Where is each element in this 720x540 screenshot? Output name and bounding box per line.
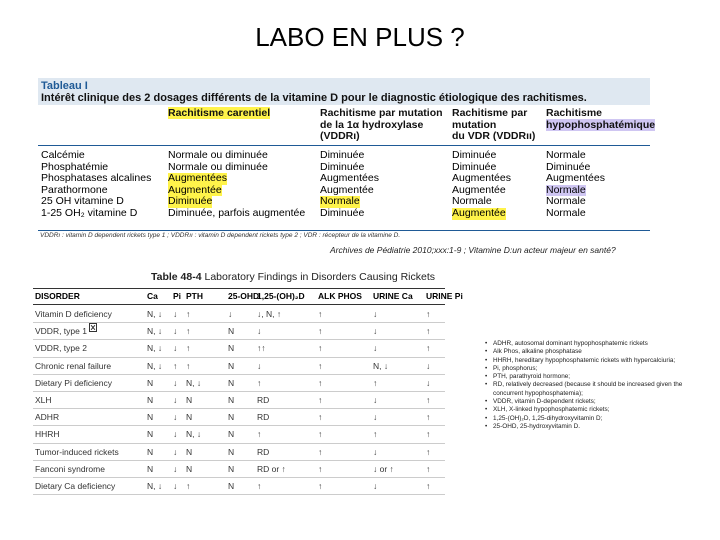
table-cell: Diminuée xyxy=(320,149,365,161)
table-cell: RD xyxy=(257,446,270,457)
table-row xyxy=(33,392,445,409)
col-header: DISORDER xyxy=(35,291,80,301)
table-cell: N, ↓ xyxy=(147,360,163,371)
table-cell: Diminuée xyxy=(320,160,365,173)
tableau-1-label: Tableau I xyxy=(41,80,88,92)
table-cell: VDDR, type 2 xyxy=(35,343,87,354)
table-cell: N xyxy=(147,463,154,474)
col-header-line: du VDR (VDDRıı) xyxy=(452,130,536,142)
table-cell: ↓ xyxy=(373,326,378,337)
tableau-1-caption: Intérêt clinique des 2 dosages différents de la vitamine D pour le diagnostic étiologique des rachitismes. xyxy=(41,92,587,104)
table-cell: ↑ xyxy=(318,463,323,474)
abbreviation-item: • Pi, phosphorus; xyxy=(485,365,685,373)
table-cell: ↑ xyxy=(373,429,378,440)
table-cell: N xyxy=(228,377,235,388)
table-cell: ↓ xyxy=(373,480,378,491)
tableau-1-column-headers xyxy=(38,107,656,146)
table-48-4-title xyxy=(151,271,435,283)
table-cell: ↓ xyxy=(257,326,262,337)
table-48-4 xyxy=(33,271,463,491)
table-48-4-caption: Laboratory Findings in Disorders Causing Rickets xyxy=(204,271,436,283)
table-cell: Normale xyxy=(320,195,360,208)
table-cell: ↑ xyxy=(318,446,323,457)
table-cell: ↑ xyxy=(318,343,323,354)
table-cell: ↑ xyxy=(186,360,191,371)
table-cell: Augmentée xyxy=(168,183,222,196)
col-header: URINE Pi xyxy=(426,291,463,301)
table-cell: Augmentée xyxy=(320,183,374,196)
table-cell: Chronic renal failure xyxy=(35,360,112,371)
table-cell: N, ↓ xyxy=(147,309,163,319)
table-row xyxy=(33,426,445,443)
table-cell: RD or ↑ xyxy=(257,463,286,474)
abbreviation-item: • ADHR, autosomal dominant hypophosphatemic rickets xyxy=(485,340,685,348)
abbreviation-item: • PTH, parathyroid hormone; xyxy=(485,373,685,381)
col-header: 1,25-(OH)₂D xyxy=(257,291,305,301)
table-cell: Fanconi syndrome xyxy=(35,463,105,474)
table-row xyxy=(33,375,445,392)
table-cell: Dietary Pi deficiency xyxy=(35,377,113,388)
col-header: URINE Ca xyxy=(373,291,413,301)
table-cell: ↑ xyxy=(186,480,191,491)
table-cell: Normale xyxy=(452,195,492,208)
table-cell: Normale xyxy=(546,195,586,208)
table-cell: ↓ xyxy=(173,377,178,388)
table-cell: ↓ xyxy=(228,309,233,319)
table-cell: N xyxy=(228,412,235,423)
table-cell: ↓, N, ↑ xyxy=(257,309,282,319)
col-header-line: Rachitisme par mutation xyxy=(320,107,443,119)
abbreviation-item: • RD, relatively decreased (because it should be increased given the concurrent hypophosphatemia); xyxy=(485,381,685,398)
table-cell: 1-25 OH₂ vitamine D xyxy=(41,206,138,219)
table-cell: ↓ xyxy=(373,412,378,423)
table-row xyxy=(38,150,650,162)
table-cell: ↓ xyxy=(173,463,178,474)
col-header: ALK PHOS xyxy=(318,291,362,301)
table-cell: ↑ xyxy=(426,343,431,354)
table-row xyxy=(33,478,445,495)
col-header: Ca xyxy=(147,291,158,301)
table-cell: VDDR, type 1 xyxy=(35,323,87,339)
table-cell: ↓ or ↑ xyxy=(373,463,394,474)
table-cell: N xyxy=(147,412,154,423)
table-cell: ↑ xyxy=(257,377,262,388)
table-cell: ↑ xyxy=(173,360,178,371)
col-header-line: (VDDRı) xyxy=(320,130,360,142)
table-cell: N, ↓ xyxy=(147,326,163,337)
table-cell: N xyxy=(228,343,235,354)
abbreviation-item: • VDDR, vitamin D-dependent rickets; xyxy=(485,398,685,406)
source-caption: Archives de Pédiatrie 2010;xxx:1-9 ; Vitamine D:un acteur majeur en santé? xyxy=(330,245,616,255)
table-cell: 25 OH vitamine D xyxy=(41,195,124,208)
table-cell: Phosphatases alcalines xyxy=(41,172,152,185)
table-cell: N xyxy=(228,480,235,491)
table-cell: ↑ xyxy=(318,412,323,423)
table-cell: HHRH xyxy=(35,429,60,440)
col-header-vdr xyxy=(452,108,535,143)
table-cell: Augmentées xyxy=(452,172,511,185)
table-cell: Vitamin D deficiency xyxy=(35,309,112,319)
table-cell: ↓ xyxy=(373,309,378,319)
abbreviation-item: • 25-OHD, 25-hydroxyvitamin D. xyxy=(485,423,685,431)
table-cell: ADHR xyxy=(35,412,60,423)
table-cell: XLH xyxy=(35,394,52,405)
table-cell: ↑ xyxy=(426,446,431,457)
table-48-4-header xyxy=(33,288,463,305)
table-cell: Normale xyxy=(546,206,586,219)
table-row xyxy=(33,340,445,357)
table-cell: N, ↓ xyxy=(186,429,202,440)
table-cell: N xyxy=(147,429,154,440)
table-cell: Augmentées xyxy=(546,172,605,185)
table-cell: Normale xyxy=(546,183,586,196)
table-cell: Normale xyxy=(546,149,586,161)
table-cell: N xyxy=(228,326,235,337)
table-cell: Dietary Ca deficiency xyxy=(35,480,116,491)
table-cell: ↓ xyxy=(173,343,178,354)
table-row xyxy=(33,444,445,461)
table-cell: ↓ xyxy=(173,412,178,423)
tableau-1 xyxy=(38,78,656,246)
tableau-1-body xyxy=(38,150,650,220)
table-cell: N xyxy=(228,429,235,440)
table-cell: ↑ xyxy=(186,309,191,319)
table-cell: N xyxy=(186,394,193,405)
table-cell: ↑ xyxy=(373,377,378,388)
table-cell: ↑ xyxy=(318,480,323,491)
table-row xyxy=(33,358,445,375)
table-cell: N xyxy=(147,446,154,457)
table-cell: ↑ xyxy=(426,394,431,405)
abbreviation-item: • Alk Phos, alkaline phosphatase xyxy=(485,348,685,356)
col-header: Pi xyxy=(173,291,182,301)
table-48-4-number: Table 48-4 xyxy=(151,271,202,283)
tableau-1-header xyxy=(38,78,650,105)
table-cell: Normale ou diminuée xyxy=(168,149,268,161)
table-cell: ↑ xyxy=(318,429,323,440)
table-cell: Parathormone xyxy=(41,183,108,196)
col-header-hypophosphatemique xyxy=(546,108,655,131)
slide-title: LABO EN PLUS ? xyxy=(255,22,465,52)
table-cell: Diminuée, parfois augmentée xyxy=(168,206,306,219)
table-cell: ↓ xyxy=(173,309,178,319)
table-cell: Tumor-induced rickets xyxy=(35,446,119,457)
table-cell: ↑ xyxy=(318,394,323,405)
table-cell: ↓ xyxy=(373,343,378,354)
table-cell: ↑ xyxy=(318,377,323,388)
missing-glyph-icon xyxy=(89,323,97,332)
table-cell: N, ↓ xyxy=(147,480,163,491)
table-cell: ↑ xyxy=(426,326,431,337)
table-cell: ↑ xyxy=(186,343,191,354)
table-cell: RD xyxy=(257,394,270,405)
col-header-carentiel xyxy=(168,108,270,120)
table-cell: N xyxy=(147,394,154,405)
table-row xyxy=(33,461,445,478)
table-cell: Phosphatémie xyxy=(41,160,109,173)
col-header-line: Rachitisme carentiel xyxy=(168,107,271,119)
col-header: 25-OHD xyxy=(228,291,260,301)
table-cell: ↓ xyxy=(173,326,178,337)
table-cell: ↑ xyxy=(257,429,262,440)
table-cell: N, ↓ xyxy=(186,377,202,388)
col-header-line: mutation xyxy=(452,118,497,131)
table-cell: ↑ xyxy=(318,360,323,371)
table-cell: N, ↓ xyxy=(147,343,163,354)
abbreviation-item: • HHRH, hereditary hypophosphatemic rickets with hypercalciuria; xyxy=(485,357,685,365)
table-cell: ↑↑ xyxy=(257,343,266,354)
table-cell: ↓ xyxy=(426,377,431,388)
table-row xyxy=(33,306,445,323)
table-cell: N xyxy=(186,412,193,423)
tableau-1-footnote: VDDRı : vitamin D dependent rickets type 1 ; VDDRıı : vitamin D dependent rickets type 2 ; VDR : récepteur de la vitamine D. xyxy=(38,230,650,241)
table-cell: N xyxy=(228,360,235,371)
table-cell: N xyxy=(186,463,193,474)
table-cell: ↓ xyxy=(173,394,178,405)
abbreviation-item: • XLH, X-linked hypophosphatemic rickets; xyxy=(485,406,685,414)
table-cell: ↑ xyxy=(426,463,431,474)
table-cell: Augmentées xyxy=(320,172,379,185)
col-header-line: hypophosphatémique xyxy=(546,118,656,131)
table-cell: Calcémie xyxy=(41,149,85,161)
table-cell: N xyxy=(147,377,154,388)
table-cell: Diminuée xyxy=(546,160,591,173)
col-header-line: de la 1α hydroxylase xyxy=(320,118,424,131)
table-cell: N xyxy=(186,446,193,457)
table-cell: ↓ xyxy=(173,446,178,457)
table-cell: Diminuée xyxy=(168,195,213,208)
table-cell: RD xyxy=(257,412,270,423)
table-cell: ↑ xyxy=(426,309,431,319)
col-header: PTH xyxy=(186,291,203,301)
table-cell: ↑ xyxy=(426,429,431,440)
table-cell: ↑ xyxy=(257,480,262,491)
table-cell: N xyxy=(228,394,235,405)
table-cell: Diminuée xyxy=(452,149,497,161)
table-cell: ↓ xyxy=(173,429,178,440)
col-header-line: Rachitisme xyxy=(546,107,603,119)
table-cell: N, ↓ xyxy=(373,360,389,371)
table-cell: Diminuée xyxy=(320,206,365,219)
table-cell: ↑ xyxy=(426,412,431,423)
table-48-4-body xyxy=(33,306,445,495)
table-cell: ↑ xyxy=(186,326,191,337)
col-header-line: Rachitisme par xyxy=(452,107,528,119)
table-row xyxy=(33,409,445,426)
table-cell: ↓ xyxy=(426,360,431,371)
table-cell: N xyxy=(228,463,235,474)
table-cell: Augmentées xyxy=(168,172,227,185)
table-cell: ↑ xyxy=(318,309,323,319)
table-cell: Diminuée xyxy=(452,160,497,173)
abbreviation-list xyxy=(485,340,685,431)
table-cell: Normale ou diminuée xyxy=(168,160,268,173)
table-row xyxy=(38,208,650,220)
table-cell: Augmentée xyxy=(452,206,506,219)
abbreviation-item: • 1,25-(OH)₂D, 1,25-dihydroxyvitamin D; xyxy=(485,415,685,423)
table-row xyxy=(33,323,445,340)
table-cell: ↓ xyxy=(257,360,262,371)
col-header-1alpha xyxy=(320,108,443,143)
table-cell: ↓ xyxy=(173,480,178,491)
table-cell: N xyxy=(228,446,235,457)
table-cell: ↑ xyxy=(318,326,323,337)
table-cell: ↓ xyxy=(373,446,378,457)
table-cell: Augmentée xyxy=(452,183,506,196)
table-cell: ↓ xyxy=(373,394,378,405)
table-cell: ↑ xyxy=(426,480,431,491)
